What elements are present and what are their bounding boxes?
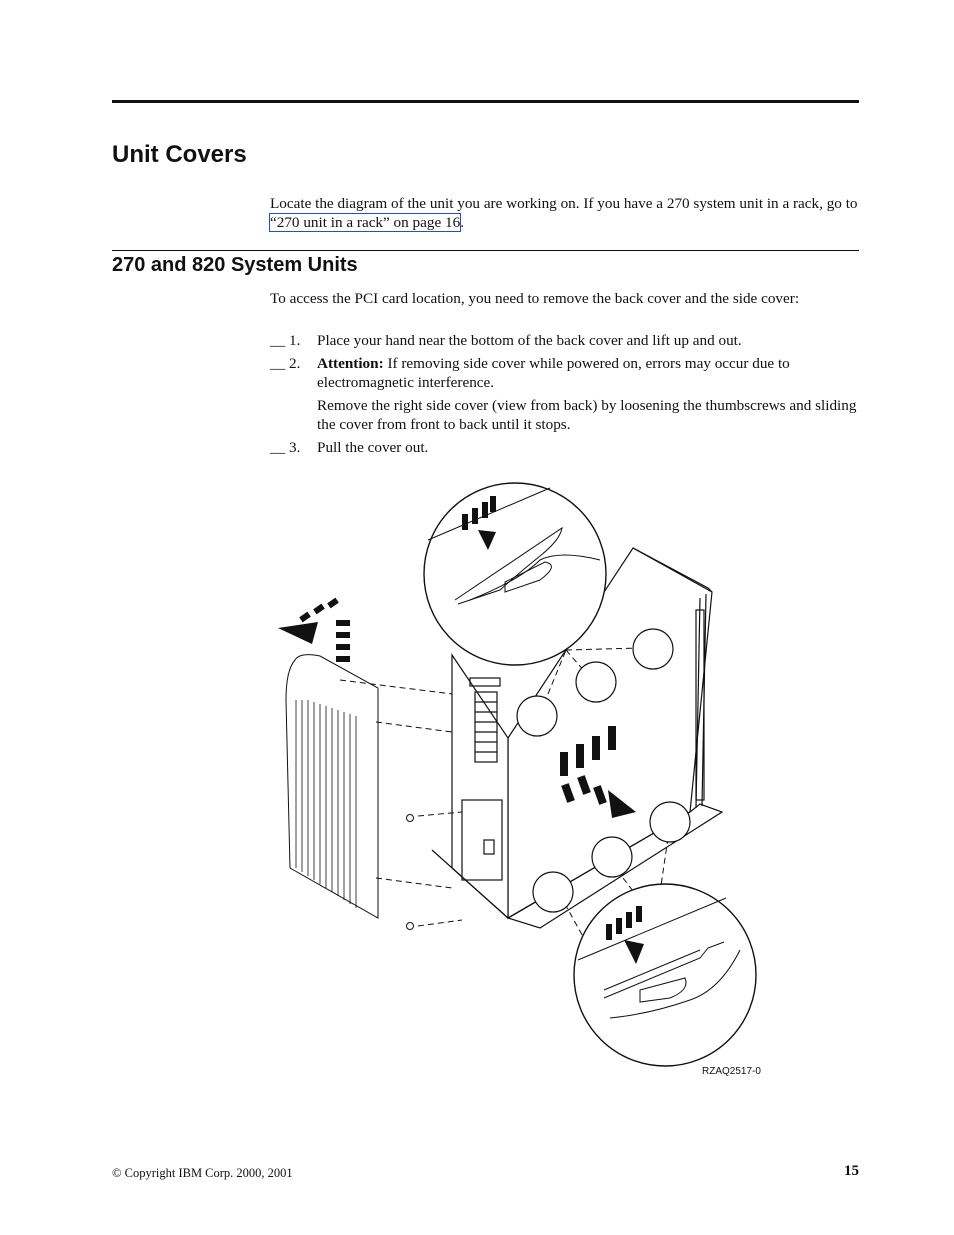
step-text: Place your hand near the bottom of the back cover and lift up and out. — [317, 332, 742, 349]
step-text: Attention: If removing side cover while powered on, errors may occur due to electromagnetic interference. — [317, 355, 790, 391]
step-text: Remove the right side cover (view from back) by loosening the thumbscrews and sliding the cover from front to back until it stops. — [317, 397, 857, 433]
thumbscrew — [407, 815, 414, 822]
step-checkbox-3: __ 3. — [270, 439, 301, 456]
attention-label: Attention: — [317, 355, 384, 372]
unit-cover-diagram — [270, 480, 770, 1080]
access-paragraph: To access the PCI card location, you need to remove the back cover and the side cover: — [270, 290, 800, 307]
page-number: 15 — [844, 1163, 859, 1179]
step-text: Pull the cover out. — [317, 439, 429, 456]
figure-code: RZAQ2517-0 — [702, 1066, 761, 1077]
detail-zoom-top — [424, 483, 606, 665]
detail-zoom-bottom — [574, 884, 756, 1066]
page-title: Unit Covers — [112, 141, 247, 168]
section-heading: 270 and 820 System Units — [112, 254, 358, 276]
intro-paragraph: Locate the diagram of the unit you are working on. If you have a 270 system unit in a rack, go to “270 unit in a rack” on page 16. — [270, 195, 858, 231]
step-checkbox-2: __ 2. — [270, 355, 301, 372]
thumbscrew — [407, 923, 414, 930]
section-rule — [112, 250, 859, 251]
copyright: © Copyright IBM Corp. 2000, 2001 — [112, 1166, 293, 1180]
system-unit-back — [452, 655, 508, 918]
link-270-unit-in-rack[interactable]: “270 unit in a rack” on page 16 — [270, 214, 461, 231]
top-rule — [112, 100, 859, 103]
step-checkbox-1: __ 1. — [270, 332, 301, 349]
